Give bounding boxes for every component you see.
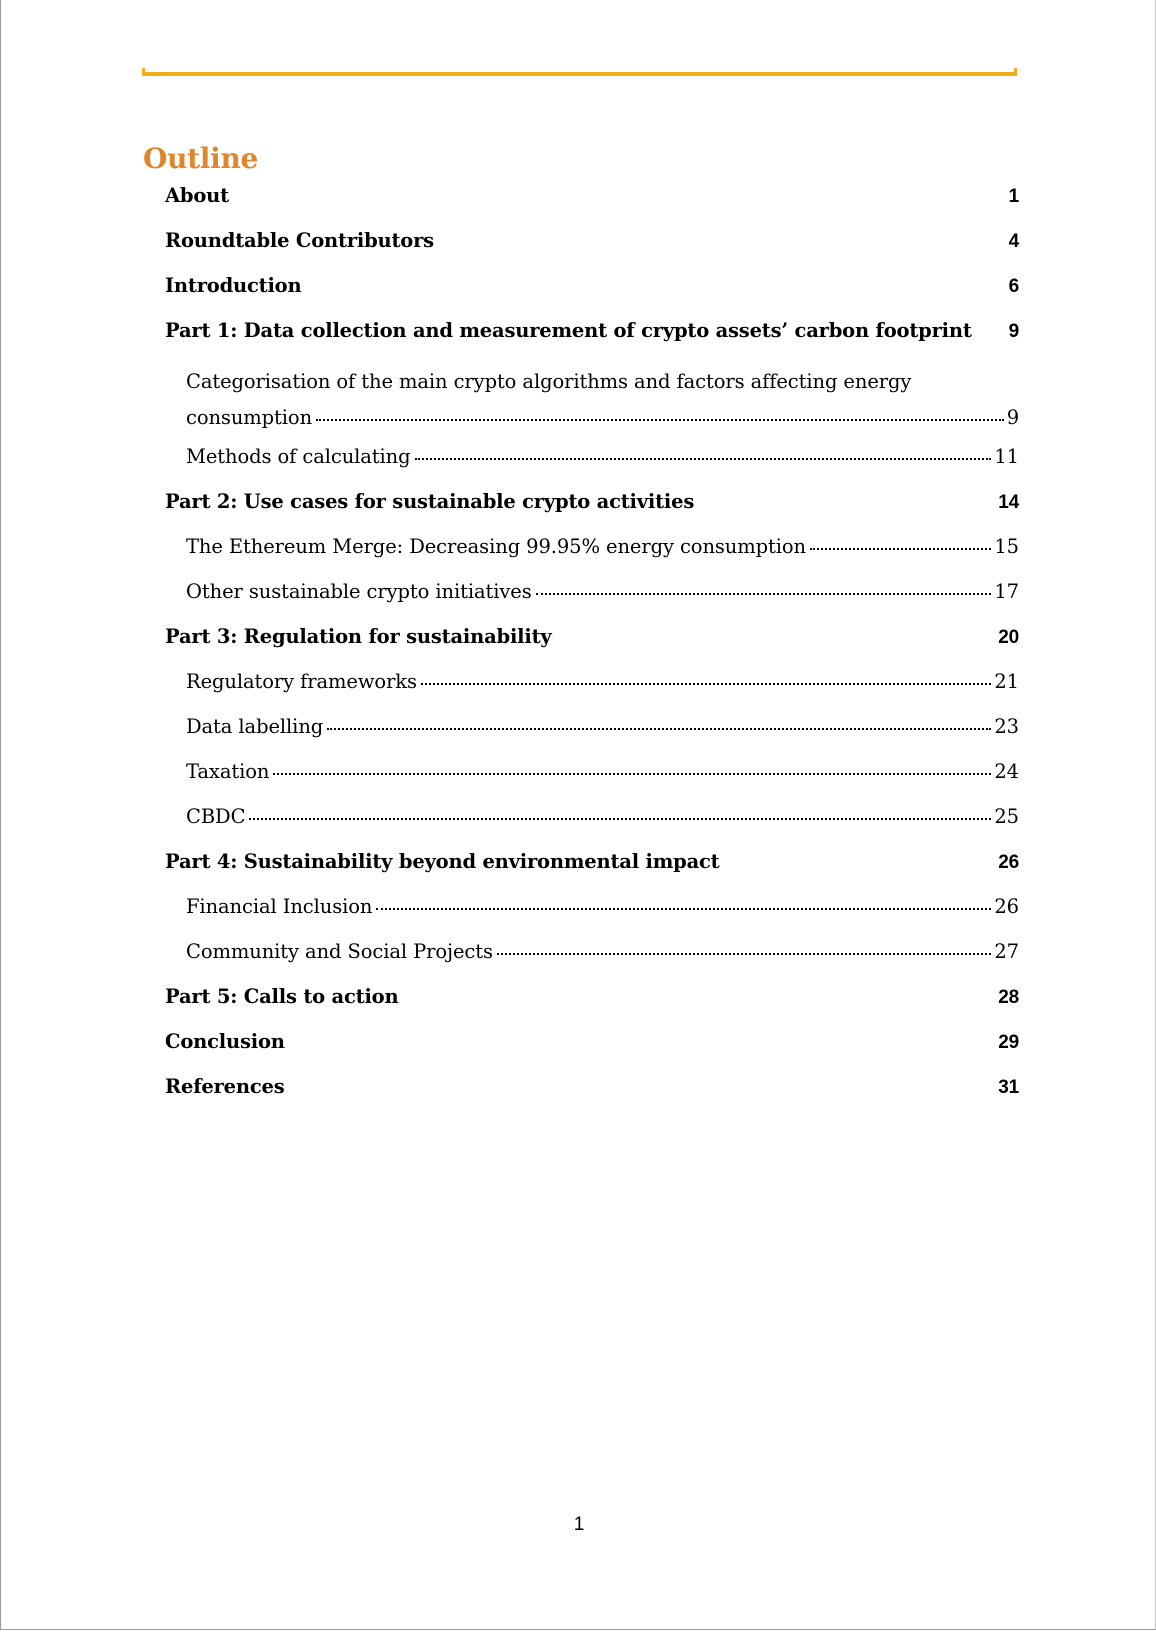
toc-entry-page: 31 — [998, 1077, 1019, 1098]
toc-entry-label: CBDC — [186, 805, 246, 828]
toc-entry-label: Methods of calculating — [186, 445, 411, 468]
toc-entry-categorisation[interactable] — [165, 364, 1019, 445]
toc-entry-page: 6 — [1008, 276, 1019, 297]
toc-entry-label: Part 1: Data collection and measurement of crypto assets’ carbon footprint — [165, 319, 972, 342]
header-rule — [142, 68, 1017, 76]
toc-entry-label: Introduction — [165, 274, 302, 297]
toc-entry-label: Data labelling — [186, 715, 324, 738]
toc-entry-label: Financial Inclusion — [186, 895, 373, 918]
toc-entry-references[interactable] — [165, 1075, 1019, 1120]
dot-leader — [497, 953, 992, 955]
toc-entry-part-4[interactable] — [165, 850, 1019, 895]
toc-entry-taxation[interactable] — [165, 760, 1019, 805]
toc-entry-page: 9 — [1006, 406, 1019, 429]
toc-entry-label: Community and Social Projects — [186, 940, 493, 963]
toc-entry-label: Part 2: Use cases for sustainable crypto activities — [165, 490, 695, 513]
toc-entry-page: 17 — [994, 580, 1019, 603]
toc-entry-page: 25 — [994, 805, 1019, 828]
toc-entry-regulatory-frameworks[interactable] — [165, 670, 1019, 715]
toc-entry-page: 21 — [994, 670, 1019, 693]
dot-leader — [316, 419, 1004, 421]
toc-entry-page: 23 — [994, 715, 1019, 738]
toc-entry-label: Other sustainable crypto initiatives — [186, 580, 532, 603]
toc-entry-label: About — [165, 184, 229, 207]
toc-entry-data-labelling[interactable] — [165, 715, 1019, 760]
toc-entry-label-line-1: Categorisation of the main crypto algorithms and factors affecting energy — [186, 370, 912, 393]
toc-entry-cbdc[interactable] — [165, 805, 1019, 850]
dot-leader — [327, 728, 991, 730]
toc-entry-page: 26 — [998, 852, 1019, 873]
toc-entry-label: Conclusion — [165, 1030, 285, 1053]
toc-entry-page: 9 — [1008, 321, 1019, 342]
toc-entry-page: 28 — [998, 987, 1019, 1008]
toc-entry-part-2[interactable] — [165, 490, 1019, 535]
toc-entry-financial-inclusion[interactable] — [165, 895, 1019, 940]
toc-entry-page: 24 — [994, 760, 1019, 783]
toc-entry-page: 15 — [994, 535, 1019, 558]
toc-entry-label: The Ethereum Merge: Decreasing 99.95% energy consumption — [186, 535, 807, 558]
toc-entry-page: 27 — [994, 940, 1019, 963]
toc-entry-label: Part 3: Regulation for sustainability — [165, 625, 552, 648]
toc-entry-page: 11 — [994, 445, 1019, 468]
toc-entry-label-line-2: consumption — [186, 406, 313, 429]
toc-entry-label: Regulatory frameworks — [186, 670, 417, 693]
toc-entry-community-social-projects[interactable] — [165, 940, 1019, 985]
toc-entry-part-1[interactable] — [165, 319, 1019, 364]
toc-entry-methods-of-calculating[interactable] — [165, 445, 1019, 490]
toc-entry-page: 29 — [998, 1032, 1019, 1053]
toc-entry-about[interactable] — [165, 184, 1019, 229]
toc-entry-page: 14 — [998, 492, 1019, 513]
dot-leader — [536, 593, 992, 595]
dot-leader — [273, 773, 991, 775]
table-of-contents — [165, 184, 1019, 1120]
toc-entry-introduction[interactable] — [165, 274, 1019, 319]
toc-entry-part-3[interactable] — [165, 625, 1019, 670]
page-number: 1 — [573, 1514, 585, 1535]
toc-entry-page: 26 — [994, 895, 1019, 918]
toc-entry-conclusion[interactable] — [165, 1030, 1019, 1075]
dot-leader — [376, 908, 991, 910]
dot-leader — [415, 458, 992, 460]
dot-leader — [421, 683, 991, 685]
toc-entry-roundtable-contributors[interactable] — [165, 229, 1019, 274]
page-title: Outline — [143, 142, 259, 175]
dot-leader — [249, 818, 991, 820]
toc-entry-label: Taxation — [186, 760, 270, 783]
toc-entry-label: Part 4: Sustainability beyond environmental impact — [165, 850, 720, 873]
toc-entry-ethereum-merge[interactable] — [165, 535, 1019, 580]
toc-entry-label: Part 5: Calls to action — [165, 985, 399, 1008]
toc-entry-page: 1 — [1008, 186, 1019, 207]
toc-entry-part-5[interactable] — [165, 985, 1019, 1030]
dot-leader — [810, 548, 991, 550]
toc-entry-label: References — [165, 1075, 285, 1098]
toc-entry-page: 4 — [1008, 231, 1019, 252]
toc-entry-label: Roundtable Contributors — [165, 229, 434, 252]
toc-entry-other-initiatives[interactable] — [165, 580, 1019, 625]
toc-entry-page: 20 — [998, 627, 1019, 648]
